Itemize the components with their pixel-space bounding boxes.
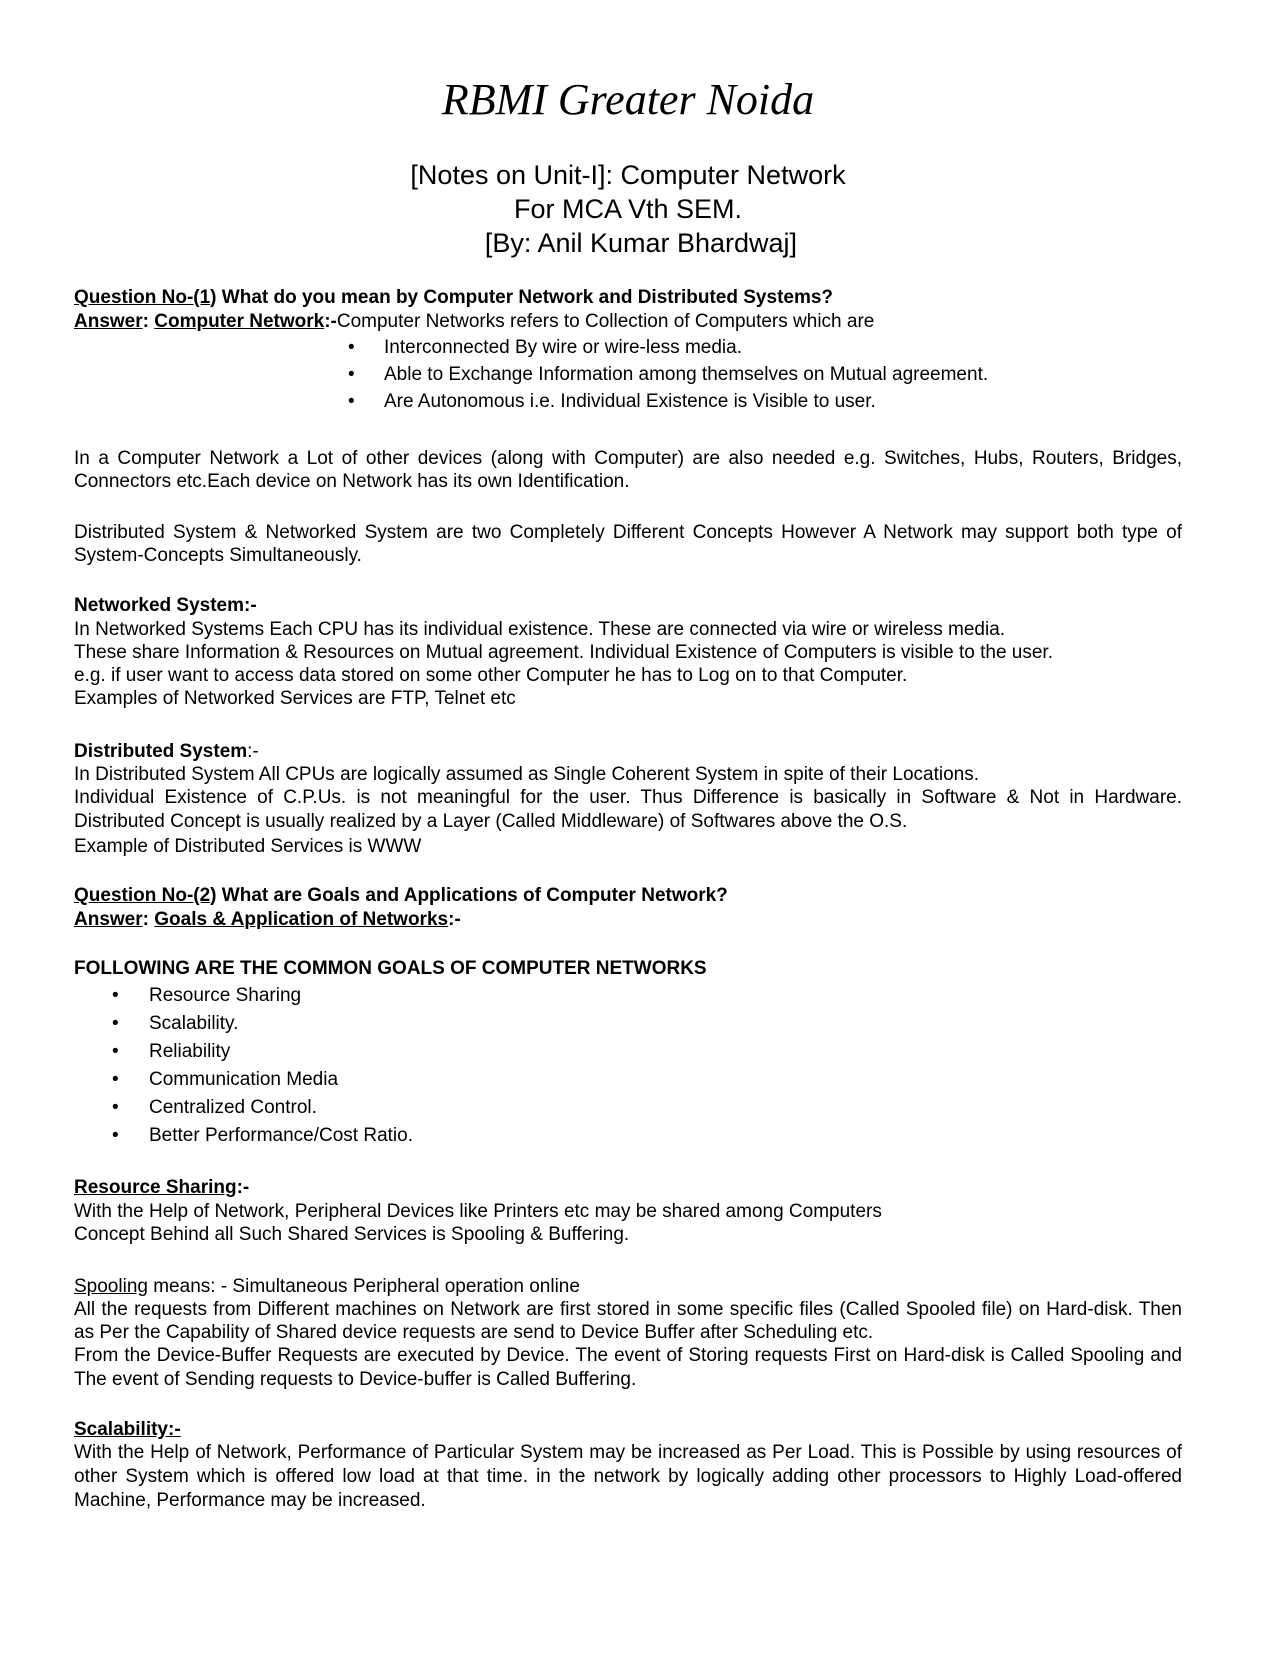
goals-heading: FOLLOWING ARE THE COMMON GOALS OF COMPUTER NETWORKS — [74, 958, 707, 979]
networked-line: These share Information & Resources on Mutual agreement. Individual Existence of Computers is visible to the user. — [74, 642, 1053, 663]
list-item: • Interconnected By wire or wire-less media. — [348, 337, 742, 358]
notes-subtitle: [Notes on Unit-I]: Computer Network — [410, 160, 846, 190]
list-item: • Reliability — [112, 1041, 231, 1062]
question-1-text: What do you mean by Computer Network and Distributed Systems? — [216, 287, 834, 308]
spooling-definition: Spooling means: - Simultaneous Peripheral operation online — [74, 1276, 580, 1297]
scalability-heading: Scalability:- — [74, 1419, 181, 1440]
question-2-label: Question No-(2 — [74, 885, 211, 906]
paragraph-distributed-vs-networked: Distributed System & Networked System are two Completely Different Concepts However A Network may support both type of System-Concepts Simultaneously. — [74, 522, 1182, 566]
question-1: Question No-(1) What do you mean by Computer Network and Distributed Systems? — [74, 287, 834, 308]
bullet-icon: • — [112, 1097, 119, 1118]
topic-computer-network: Computer Network — [154, 311, 325, 332]
bullet-icon: • — [348, 391, 355, 412]
question-1-label: Question No-(1 — [74, 287, 211, 308]
list-item: • Communication Media — [112, 1069, 339, 1090]
answer-1-intro: Computer Networks refers to Collection of Computers which are — [336, 311, 875, 332]
resource-sharing-line: Concept Behind all Such Shared Services is Spooling & Buffering. — [74, 1224, 630, 1245]
bullet-icon: • — [112, 985, 119, 1006]
paragraph-devices: In a Computer Network a Lot of other devices (along with Computer) are also needed e.g. Switches, Hubs, Routers, Bridges, Connectors etc.Each device on Network has its own Identification. — [74, 448, 1182, 492]
bullet-icon: • — [112, 1125, 119, 1146]
networked-line: Examples of Networked Services are FTP, Telnet etc — [74, 688, 516, 709]
list-item: • Better Performance/Cost Ratio. — [112, 1125, 413, 1146]
list-item: • Centralized Control. — [112, 1097, 317, 1118]
list-item: • Able to Exchange Information among themselves on Mutual agreement. — [348, 364, 989, 385]
bullet-icon: • — [112, 1013, 119, 1034]
spooling-paragraph-1: All the requests from Different machines on Network are first stored in some specific files (Called Spooled file) on Hard-disk. Then as Per the Capability of Shared device requests are send to Device Buffer after Scheduling etc. — [74, 1299, 1182, 1343]
resource-sharing-heading: Resource Sharing:- — [74, 1177, 250, 1198]
distributed-paragraph: Individual Existence of C.P.Us. is not meaningful for the user. Thus Difference is basically in Software & Not in Hardware. Distributed Concept is usually realized by a Layer (Called Middleware) of Softwares above the O.S. — [74, 787, 1182, 832]
bullet-icon: • — [112, 1069, 119, 1090]
answer-1-line: Answer: Computer Network:-Computer Networks refers to Collection of Computers which are — [74, 311, 875, 332]
bullet-icon: • — [348, 337, 355, 358]
topic-goals: Goals & Application of Networks — [154, 909, 449, 930]
list-item: • Resource Sharing — [112, 985, 302, 1006]
bullet-icon: • — [112, 1041, 119, 1062]
spooling-paragraph-2: From the Device-Buffer Requests are executed by Device. The event of Storing requests First on Hard-disk is Called Spooling and The event of Sending requests to Device-buffer is Called Buffering. — [74, 1345, 1182, 1390]
author-subtitle: [By: Anil Kumar Bhardwaj] — [484, 228, 798, 258]
networked-system-heading: Networked System:- — [74, 595, 257, 616]
course-subtitle: For MCA Vth SEM. — [513, 194, 743, 224]
list-item: • Are Autonomous i.e. Individual Existence is Visible to user. — [348, 391, 876, 412]
distributed-example: Example of Distributed Services is WWW — [74, 836, 422, 857]
question-2-text: What are Goals and Applications of Computer Network? — [216, 885, 728, 906]
bullet-icon: • — [348, 364, 355, 385]
answer-label: Answer — [74, 311, 143, 332]
goals-list — [74, 984, 1182, 1152]
list-item: • Scalability. — [112, 1013, 239, 1034]
network-properties-list — [74, 336, 1182, 417]
resource-sharing-line: With the Help of Network, Peripheral Devices like Printers etc may be shared among Computers — [74, 1201, 882, 1222]
distributed-line: In Distributed System All CPUs are logically assumed as Single Coherent System in spite of their Locations. — [74, 764, 980, 785]
page-title: RBMI Greater Noida — [441, 75, 815, 124]
question-2: Question No-(2) What are Goals and Applications of Computer Network? — [74, 885, 728, 906]
networked-line: In Networked Systems Each CPU has its individual existence. These are connected via wire or wireless media. — [74, 619, 1006, 640]
answer-2-line: Answer: Goals & Application of Networks:- — [74, 909, 461, 930]
scalability-paragraph: With the Help of Network, Performance of Particular System may be increased as Per Load. This is Possible by using resources of other System which is offered low load at that time. in the network by logically adding other processors to Highly Load-offered Machine, Performance may be increased. — [74, 1442, 1182, 1511]
answer-label: Answer — [74, 909, 143, 930]
distributed-system-heading: Distributed System:- — [74, 741, 259, 762]
networked-line: e.g. if user want to access data stored on some other Computer he has to Log on to that Computer. — [74, 665, 908, 686]
